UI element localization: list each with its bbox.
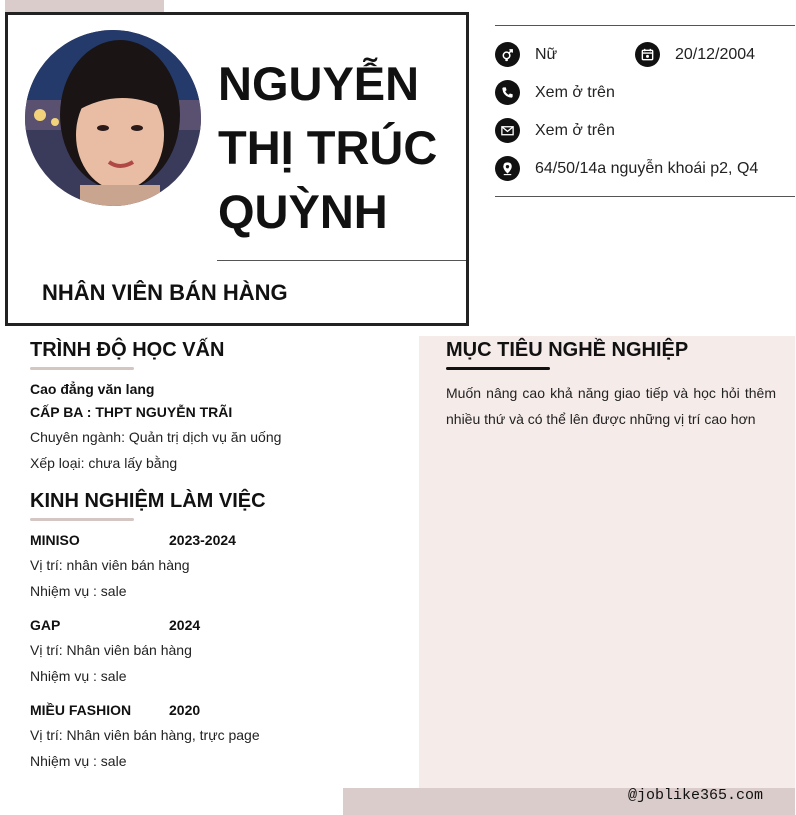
birthday-value: 20/12/2004 bbox=[675, 45, 756, 63]
job-company: MINISO bbox=[30, 532, 80, 548]
calendar-icon bbox=[635, 42, 660, 67]
name-line-2: THỊ TRÚC bbox=[218, 121, 438, 174]
job-position: Vị trí: nhân viên bán hàng bbox=[30, 557, 190, 573]
job-title: NHÂN VIÊN BÁN HÀNG bbox=[42, 280, 288, 305]
job-duty: Nhiệm vụ : sale bbox=[30, 583, 127, 599]
email-icon bbox=[495, 118, 520, 143]
job-company: MIỀU FASHION bbox=[30, 702, 132, 718]
birthday-row bbox=[635, 42, 755, 67]
experience-title: KINH NGHIỆM LÀM VIỆC bbox=[30, 490, 266, 512]
footer-watermark: @joblike365.com bbox=[628, 787, 764, 804]
job-period: 2024 bbox=[169, 617, 201, 633]
education-title: TRÌNH ĐỘ HỌC VẤN bbox=[30, 339, 225, 361]
address-row bbox=[495, 156, 758, 181]
section-underline bbox=[30, 367, 134, 370]
name-line-1: NGUYỄN bbox=[218, 57, 420, 110]
divider bbox=[495, 25, 795, 26]
gender-value: Nữ bbox=[535, 45, 558, 63]
career-goal-text: Muốn nâng cao khả năng giao tiếp và học hỏi thêm nhiều thứ và có thể lên được những vị trí cao hơn bbox=[446, 385, 776, 427]
education-grade: Xếp loại: chưa lấy bằng bbox=[30, 455, 178, 471]
phone-icon bbox=[495, 80, 520, 105]
gender-icon bbox=[495, 42, 520, 67]
location-icon bbox=[495, 156, 520, 181]
education-school: Cao đẳng văn lang bbox=[30, 381, 155, 397]
divider bbox=[217, 260, 466, 261]
job-position: Vị trí: Nhân viên bán hàng bbox=[30, 642, 192, 658]
full-name bbox=[218, 52, 463, 244]
career-goal-title: MỤC TIÊU NGHỀ NGHIỆP bbox=[446, 339, 689, 361]
job-period: 2020 bbox=[169, 702, 201, 718]
email-row bbox=[495, 118, 615, 143]
phone-row bbox=[495, 80, 615, 105]
job-company: GAP bbox=[30, 617, 61, 633]
name-line-3: QUỲNH bbox=[218, 185, 388, 238]
phone-value: Xem ở trên bbox=[535, 83, 615, 101]
job-duty: Nhiệm vụ : sale bbox=[30, 753, 127, 769]
divider bbox=[495, 196, 795, 197]
education-major: Chuyên ngành: Quản trị dịch vụ ăn uống bbox=[30, 429, 282, 445]
education-high-school: CẤP BA : THPT NGUYỄN TRÃI bbox=[30, 404, 233, 420]
avatar bbox=[25, 30, 201, 206]
job-duty: Nhiệm vụ : sale bbox=[30, 668, 127, 684]
gender-row bbox=[495, 42, 557, 67]
job-position: Vị trí: Nhân viên bán hàng, trực page bbox=[30, 727, 260, 743]
job-period: 2023-2024 bbox=[169, 532, 236, 548]
section-underline bbox=[446, 367, 550, 370]
address-value: 64/50/14a nguyễn khoái p2, Q4 bbox=[535, 159, 759, 177]
section-underline bbox=[30, 518, 134, 521]
email-value: Xem ở trên bbox=[535, 121, 615, 139]
